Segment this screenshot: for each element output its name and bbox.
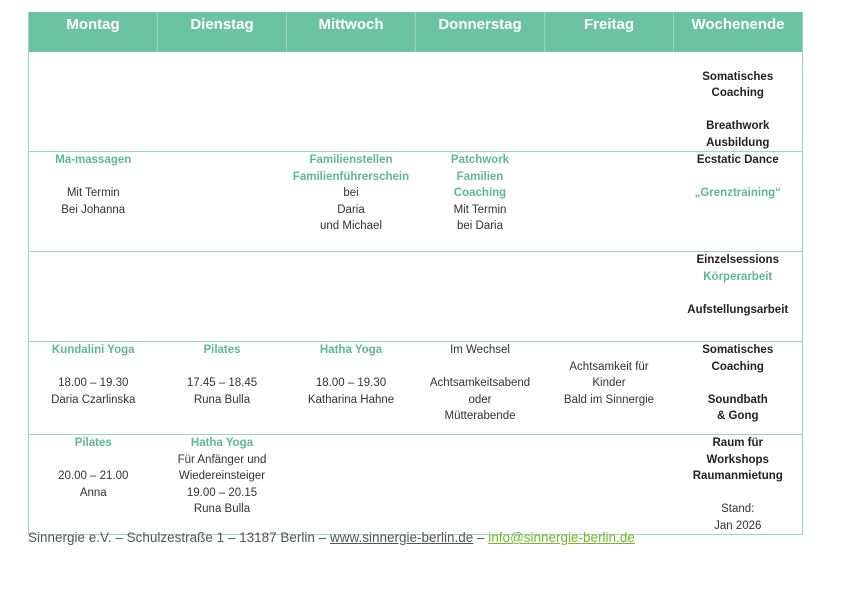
email-link[interactable]: info@sinnergie-berlin.de bbox=[488, 530, 635, 545]
schedule-body bbox=[29, 52, 803, 535]
schedule-cell-freitag bbox=[545, 252, 674, 342]
cell-line: Achtsamkeitsabend bbox=[429, 377, 531, 389]
cell-line: Hatha Yoga bbox=[190, 437, 254, 449]
schedule-cell-montag bbox=[29, 152, 158, 252]
schedule-cell-donnerstag bbox=[416, 152, 545, 252]
schedule-cell-mittwoch bbox=[287, 52, 416, 152]
cell-line: bei bbox=[343, 187, 359, 199]
cell-line: Mütterabende bbox=[444, 410, 516, 422]
footer-separator: – bbox=[473, 530, 489, 545]
cell-line: Familien bbox=[456, 170, 504, 183]
cell-line: Stand: bbox=[721, 503, 755, 515]
cell-line: Kinder bbox=[592, 377, 626, 389]
header-donnerstag: Donnerstag bbox=[416, 12, 545, 52]
schedule-cell-donnerstag bbox=[416, 52, 545, 152]
cell-line: oder bbox=[468, 393, 492, 406]
schedule-cell-wochenende bbox=[674, 252, 803, 342]
cell-line: Körperarbeit bbox=[703, 270, 773, 283]
cell-line bbox=[674, 375, 803, 392]
cell-line: Einzelsessions bbox=[696, 254, 779, 266]
cell-line: Coaching bbox=[711, 87, 764, 99]
cell-line: Aufstellungsarbeit bbox=[687, 303, 789, 316]
schedule-cell-montag bbox=[29, 342, 158, 435]
schedule-cell-wochenende bbox=[674, 435, 803, 535]
schedule-cell-wochenende bbox=[674, 52, 803, 152]
schedule-cell-montag bbox=[29, 435, 158, 535]
cell-line bbox=[674, 485, 803, 502]
header-dienstag: Dienstag bbox=[158, 12, 287, 52]
cell-line: Daria bbox=[337, 203, 365, 216]
cell-line: Runa Bulla bbox=[193, 503, 251, 515]
cell-line: Katharina Hahne bbox=[307, 393, 395, 406]
cell-line: Somatisches bbox=[702, 344, 774, 356]
cell-line: Workshops bbox=[706, 453, 769, 466]
cell-line: Soundbath bbox=[707, 393, 768, 406]
cell-line bbox=[158, 359, 287, 376]
schedule-cell-dienstag bbox=[158, 152, 287, 252]
cell-line bbox=[287, 359, 416, 376]
schedule-row bbox=[29, 435, 803, 535]
cell-line: Bei Johanna bbox=[61, 203, 126, 216]
cell-line: Mit Termin bbox=[453, 203, 507, 216]
cell-line: Runa Bulla bbox=[193, 393, 251, 406]
schedule-cell-donnerstag bbox=[416, 435, 545, 535]
schedule-row bbox=[29, 342, 803, 435]
cell-line: Breathwork bbox=[706, 120, 770, 132]
cell-line: Ausbildung bbox=[706, 136, 770, 149]
header-mittwoch: Mittwoch bbox=[287, 12, 416, 52]
cell-line: Coaching bbox=[453, 187, 507, 199]
cell-line: Im Wechsel bbox=[450, 344, 510, 356]
website-link[interactable]: www.sinnergie-berlin.de bbox=[329, 530, 474, 545]
cell-line: Für Anfänger und bbox=[177, 453, 267, 466]
cell-line: 20.00 – 21.00 bbox=[58, 470, 129, 482]
schedule-row bbox=[29, 52, 803, 152]
cell-line bbox=[545, 342, 674, 359]
cell-line: Hatha Yoga bbox=[319, 344, 383, 356]
cell-line bbox=[416, 359, 545, 376]
schedule-cell-montag bbox=[29, 52, 158, 152]
cell-line: Bald im Sinnergie bbox=[563, 393, 655, 406]
cell-line: „Grenztraining“ bbox=[694, 187, 781, 199]
schedule-cell-wochenende bbox=[674, 342, 803, 435]
cell-line: Ma-massagen bbox=[55, 154, 132, 166]
cell-line: Raum für bbox=[712, 437, 763, 449]
cell-line: Coaching bbox=[711, 360, 764, 373]
schedule-cell-mittwoch bbox=[287, 252, 416, 342]
cell-line: 17.45 – 18.45 bbox=[186, 377, 258, 389]
cell-line: Kundalini Yoga bbox=[51, 344, 135, 356]
cell-line: Mit Termin bbox=[66, 187, 120, 199]
cell-line: und Michael bbox=[319, 220, 382, 232]
schedule-cell-freitag bbox=[545, 152, 674, 252]
cell-line: 18.00 – 19.30 bbox=[315, 377, 387, 389]
schedule-cell-wochenende bbox=[674, 152, 803, 252]
header-wochenende: Wochenende bbox=[674, 12, 803, 52]
cell-line bbox=[29, 169, 158, 186]
cell-line: bei Daria bbox=[456, 220, 504, 232]
header-montag: Montag bbox=[29, 12, 158, 52]
schedule-row bbox=[29, 252, 803, 342]
schedule-cell-freitag bbox=[545, 435, 674, 535]
schedule-cell-freitag bbox=[545, 342, 674, 435]
cell-line bbox=[674, 169, 803, 186]
cell-line: Daria Czarlinska bbox=[51, 393, 136, 406]
cell-line: Jan 2026 bbox=[714, 519, 762, 532]
schedule-cell-mittwoch bbox=[287, 152, 416, 252]
cell-line: & Gong bbox=[716, 410, 759, 422]
schedule-cell-dienstag bbox=[158, 252, 287, 342]
cell-line: 19.00 – 20.15 bbox=[186, 486, 258, 499]
cell-line: Anna bbox=[79, 486, 107, 499]
cell-line: Pilates bbox=[203, 344, 241, 356]
schedule-row bbox=[29, 152, 803, 252]
cell-line bbox=[674, 52, 803, 69]
schedule-cell-donnerstag bbox=[416, 342, 545, 435]
schedule-cell-donnerstag bbox=[416, 252, 545, 342]
schedule-cell-mittwoch bbox=[287, 435, 416, 535]
footer-address: Sinnergie e.V. – Schulzestraße 1 – 13187 Berlin – bbox=[28, 530, 330, 545]
cell-line: Somatisches bbox=[702, 70, 774, 83]
cell-line: Patchwork bbox=[450, 154, 510, 166]
schedule-cell-mittwoch bbox=[287, 342, 416, 435]
cell-line: Raumanmietung bbox=[692, 470, 783, 482]
cell-line: Achtsamkeit für bbox=[569, 360, 649, 373]
cell-line: Familienführerschein bbox=[292, 170, 410, 183]
header-freitag: Freitag bbox=[545, 12, 674, 52]
cell-line bbox=[674, 285, 803, 302]
cell-line: Familienstellen bbox=[309, 154, 393, 166]
cell-line: Pilates bbox=[74, 437, 112, 449]
cell-line: Ecstatic Dance bbox=[696, 154, 779, 166]
cell-line bbox=[29, 452, 158, 469]
weekday-header-row bbox=[29, 12, 803, 52]
cell-line bbox=[29, 359, 158, 376]
schedule-cell-dienstag bbox=[158, 52, 287, 152]
weekly-schedule-table bbox=[28, 12, 803, 535]
cell-line: 18.00 – 19.30 bbox=[58, 377, 129, 389]
schedule-cell-dienstag bbox=[158, 435, 287, 535]
footer bbox=[28, 530, 635, 545]
schedule-cell-dienstag bbox=[158, 342, 287, 435]
cell-line: Wiedereinsteiger bbox=[178, 470, 266, 482]
cell-line bbox=[674, 102, 803, 119]
schedule-cell-montag bbox=[29, 252, 158, 342]
schedule-cell-freitag bbox=[545, 52, 674, 152]
